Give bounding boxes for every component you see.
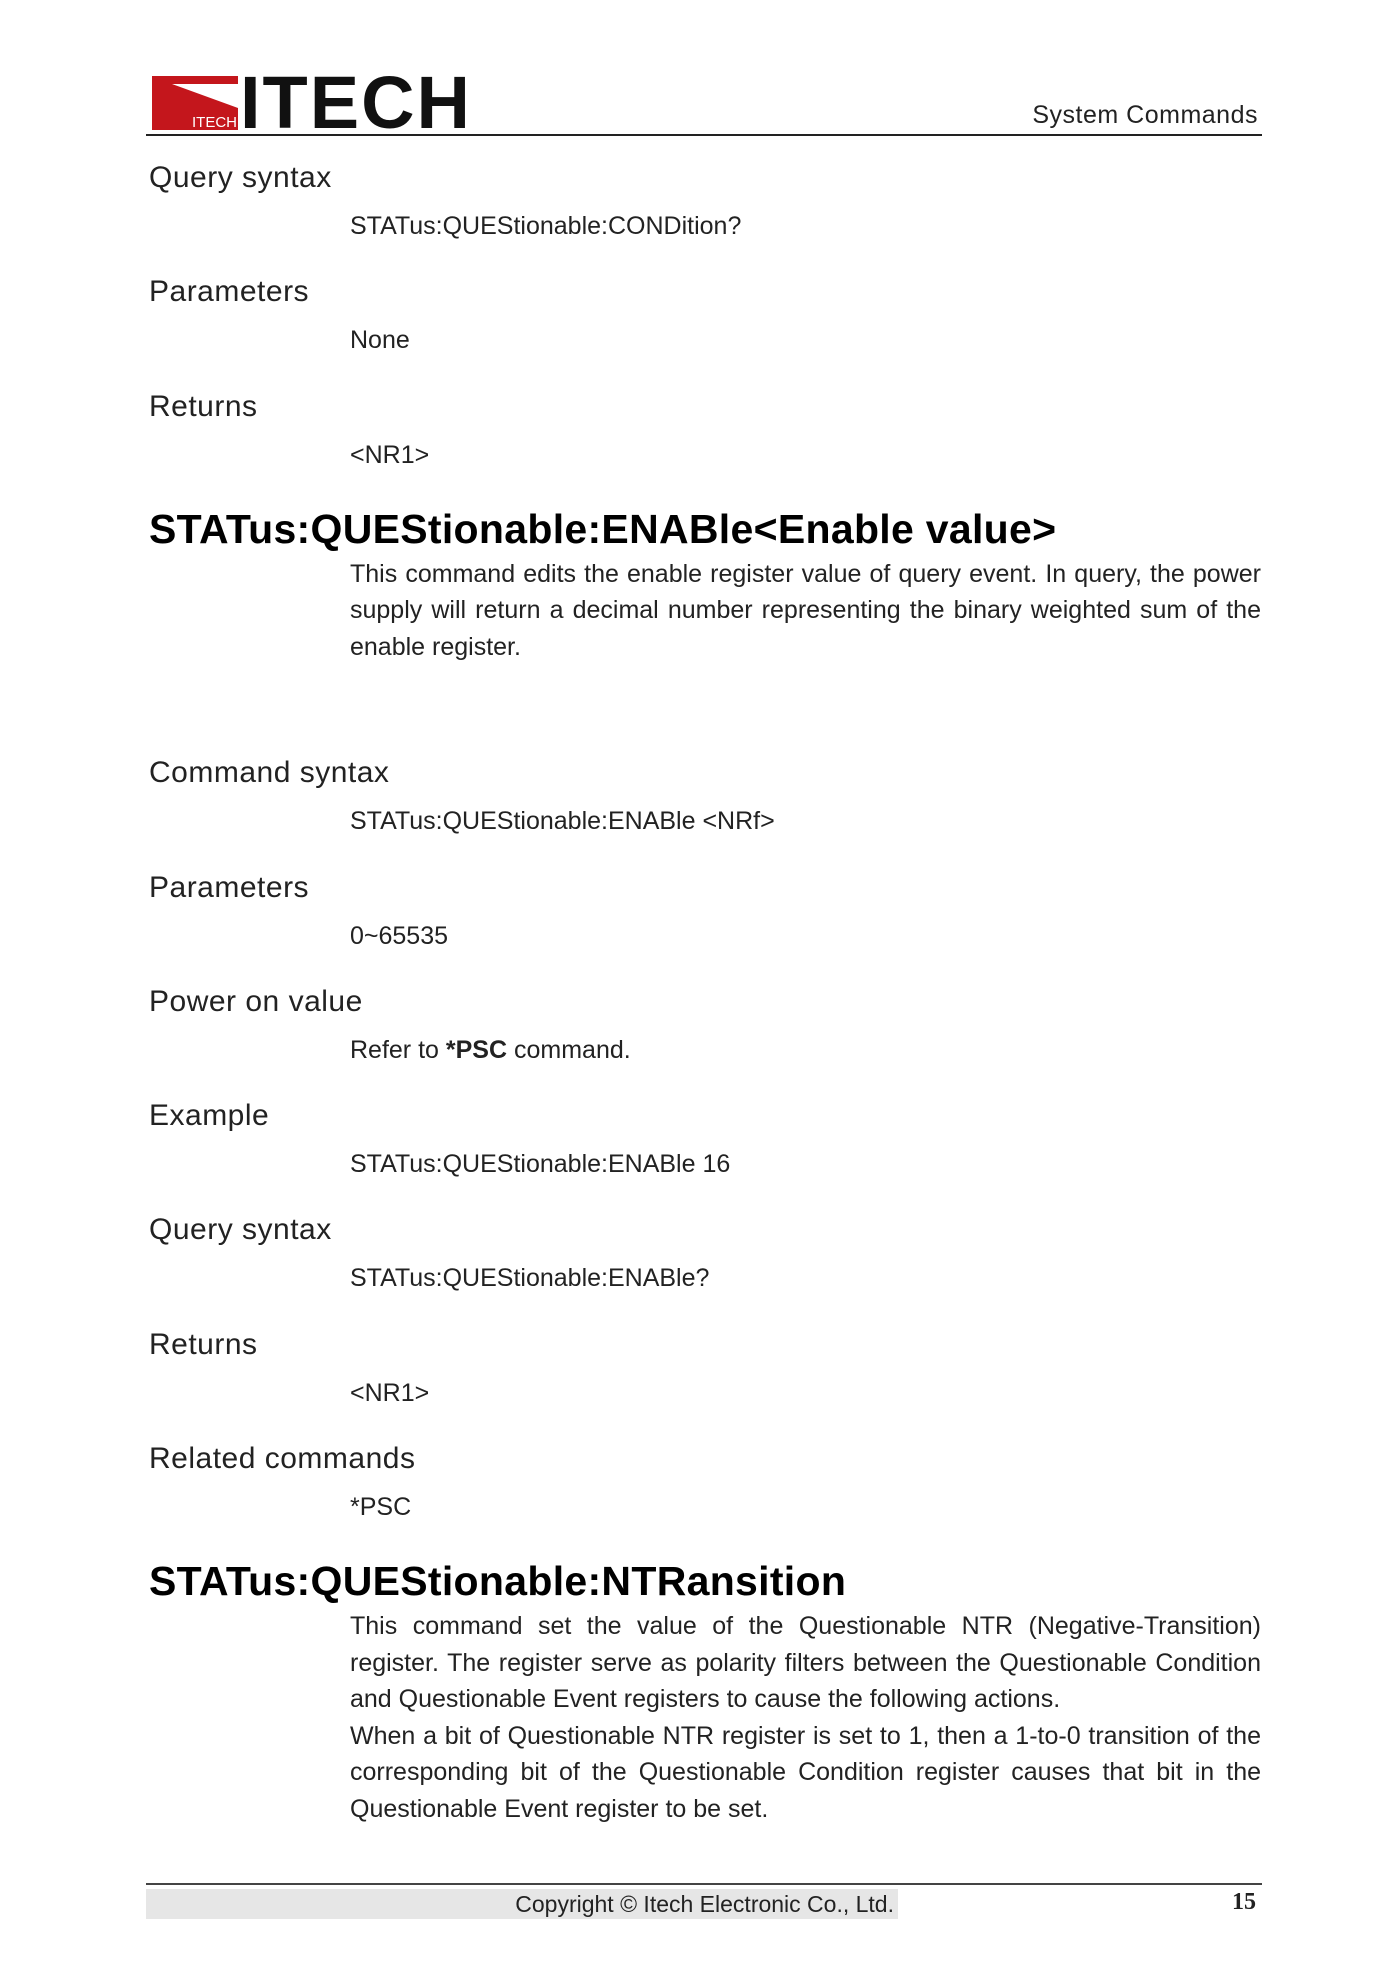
ntransition-command-section — [149, 1559, 1261, 1827]
command-text: STATus:QUEStionable:ENABle? — [350, 1264, 710, 1293]
itech-logo — [146, 61, 476, 144]
return-value: <NR1> — [350, 440, 430, 469]
page-header — [146, 61, 1262, 144]
section-label: Query syntax — [149, 1213, 332, 1247]
related-commands-section — [149, 1441, 1261, 1525]
parameter-value: 0~65535 — [350, 921, 449, 950]
itech-flag-icon — [152, 76, 238, 130]
section-label: Query syntax — [149, 161, 332, 194]
example-text: STATus:QUEStionable:ENABle 16 — [350, 1150, 731, 1179]
query-syntax-section — [149, 1212, 1261, 1296]
command-text: STATus:QUEStionable:CONDition? — [350, 212, 742, 240]
example-section — [149, 1098, 1261, 1182]
command-title: STATus:QUEStionable:NTRansition — [149, 1558, 847, 1605]
document-body — [149, 160, 1261, 1857]
psc-command-ref: *PSC — [445, 1035, 508, 1064]
section-title: System Commands — [1032, 101, 1258, 129]
query-syntax-section — [149, 160, 1261, 244]
section-label: Related commands — [149, 1441, 416, 1475]
command-description: This command edits the enable register value of query event. In query, the power supply will return a decimal number representing the binary weighted sum of the enable register. — [350, 559, 1261, 661]
section-label: Example — [149, 1099, 270, 1133]
section-label: Parameters — [149, 870, 310, 904]
power-on-section — [149, 984, 1261, 1068]
section-label: Returns — [149, 1327, 258, 1361]
returns-section — [149, 389, 1261, 473]
related-command: *PSC — [350, 1492, 412, 1521]
section-label: Returns — [149, 389, 258, 423]
itech-wordmark: ITECH — [240, 61, 472, 144]
refer-prefix: Refer to — [350, 1035, 439, 1064]
section-label: Power on value — [149, 984, 363, 1018]
copyright-text: Copyright © Itech Electronic Co., Ltd. — [515, 1891, 894, 1917]
return-value: <NR1> — [350, 1378, 430, 1407]
svg-text:ITECH: ITECH — [192, 114, 237, 130]
refer-suffix: command. — [513, 1035, 631, 1064]
section-label: Parameters — [149, 275, 310, 309]
returns-section — [149, 1327, 1261, 1411]
parameter-value: None — [350, 326, 410, 355]
enable-command-section — [149, 507, 1261, 666]
command-text: STATus:QUEStionable:ENABle <NRf> — [350, 807, 775, 836]
command-syntax-section — [149, 755, 1261, 839]
copyright-bar — [146, 1889, 898, 1919]
parameters-section — [149, 870, 1261, 954]
command-description: This command set the value of the Questionable NTR (Negative-Transition) register. The register serve as polarity filters between the Questionable Condition and Questionable Event registers to cause the following actions. — [350, 1612, 1261, 1714]
command-description-continued: When a bit of Questionable NTR register is set to 1, then a 1-to-0 transition of the corresponding bit of the Questionable Condition register causes that bit in the Questionable Event register to be set. — [350, 1721, 1261, 1823]
command-title: STATus:QUEStionable:ENABle<Enable value> — [149, 505, 1057, 552]
parameters-section — [149, 274, 1261, 358]
power-on-value — [350, 1032, 1261, 1068]
page-footer — [146, 1883, 1262, 1919]
page-number: 15 — [1232, 1889, 1256, 1915]
section-label: Command syntax — [149, 756, 390, 790]
